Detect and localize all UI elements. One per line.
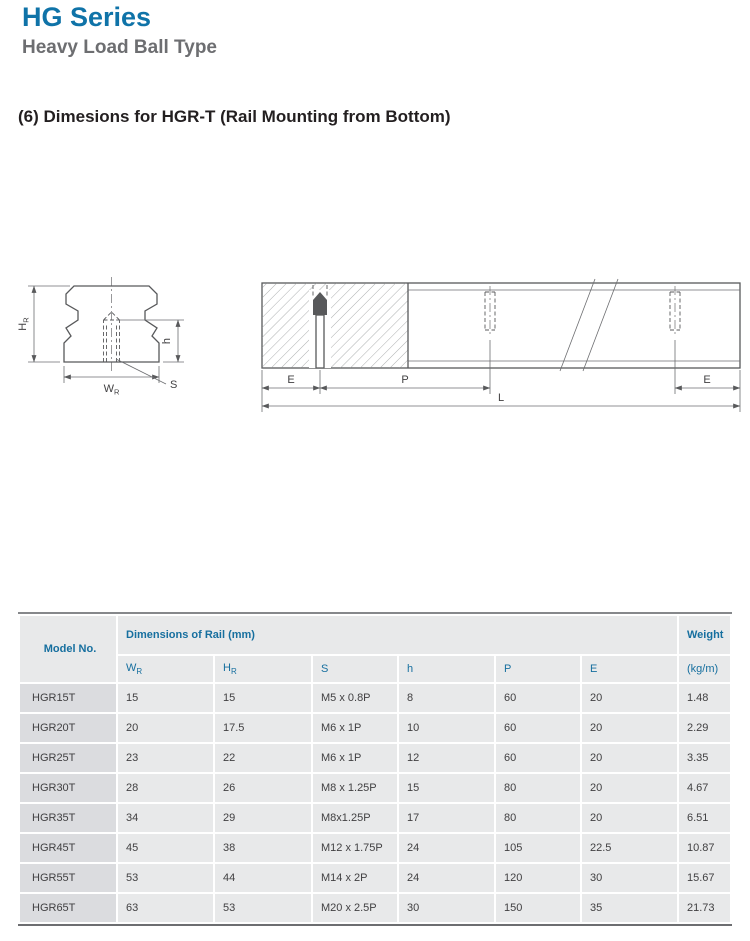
table-row [20, 714, 730, 742]
cell-wr: 20 [118, 714, 213, 742]
table-row [20, 804, 730, 832]
cell-hr: 29 [215, 804, 311, 832]
table-header-row [20, 616, 730, 654]
cell-h: 24 [399, 834, 494, 862]
dimension-hr [17, 286, 70, 362]
col-header-h: h [399, 656, 494, 682]
dim-label-wr: $W_R$ [103, 383, 120, 397]
cell-e: 22.5 [582, 834, 677, 862]
dimension-e-right [675, 340, 740, 412]
series-subtitle: Heavy Load Ball Type [22, 37, 217, 58]
cell-weight: 15.67 [679, 864, 730, 892]
section-hatch [262, 283, 408, 368]
dim-label-e-right: E [703, 374, 711, 386]
rail-side-view-drawing [250, 270, 750, 420]
cell-s: M5 x 0.8P [313, 684, 397, 712]
col-header-wr: $W_R$ [118, 656, 213, 682]
cell-e: 30 [582, 864, 677, 892]
cell-wr: 28 [118, 774, 213, 802]
cell-weight: 21.73 [679, 894, 730, 922]
series-title: HG Series [22, 2, 152, 32]
mounting-hole-2 [670, 286, 680, 336]
table-row [20, 894, 730, 922]
col-header-e: E [582, 656, 677, 682]
cell-hr: 53 [215, 894, 311, 922]
cell-weight: 4.67 [679, 774, 730, 802]
col-header-hr: $H_R$ [215, 656, 311, 682]
cell-weight: 3.35 [679, 744, 730, 772]
cell-hr: 44 [215, 864, 311, 892]
table-row [20, 834, 730, 862]
mounting-hole-1 [485, 286, 495, 336]
dimension-s [116, 359, 177, 391]
cell-e: 20 [582, 714, 677, 742]
cell-s: M6 x 1P [313, 744, 397, 772]
cell-s: M12 x 1.75P [313, 834, 397, 862]
cell-h: 12 [399, 744, 494, 772]
cell-p: 60 [496, 744, 580, 772]
cell-e: 20 [582, 774, 677, 802]
cell-e: 35 [582, 894, 677, 922]
col-group-dimensions: Dimensions of Rail (mm) [118, 616, 677, 654]
cell-hr: 17.5 [215, 714, 311, 742]
cell-h: 15 [399, 774, 494, 802]
cell-s: M20 x 2.5P [313, 894, 397, 922]
cell-wr: 53 [118, 864, 213, 892]
cell-wr: 45 [118, 834, 213, 862]
cell-h: 17 [399, 804, 494, 832]
cell-h: 30 [399, 894, 494, 922]
cell-e: 20 [582, 804, 677, 832]
cell-p: 105 [496, 834, 580, 862]
cell-model: HGR35T [20, 804, 116, 832]
cell-e: 20 [582, 744, 677, 772]
cell-weight: 10.87 [679, 834, 730, 862]
col-header-s: S [313, 656, 397, 682]
cell-wr: 34 [118, 804, 213, 832]
cell-model: HGR65T [20, 894, 116, 922]
dim-label-hr: $H_R$ [17, 317, 31, 331]
table-row [20, 774, 730, 802]
cell-s: M8 x 1.25P [313, 774, 397, 802]
dimension-h [116, 320, 184, 362]
col-header-weight-unit: (kg/m) [679, 656, 730, 682]
dim-label-e-left: E [287, 374, 295, 386]
cell-p: 60 [496, 684, 580, 712]
cell-hr: 26 [215, 774, 311, 802]
dim-label-h: h [161, 337, 173, 345]
cell-model: HGR15T [20, 684, 116, 712]
cell-p: 80 [496, 804, 580, 832]
cell-s: M14 x 2P [313, 864, 397, 892]
cell-h: 10 [399, 714, 494, 742]
table-row [20, 864, 730, 892]
cell-wr: 23 [118, 744, 213, 772]
cell-hr: 22 [215, 744, 311, 772]
cell-wr: 15 [118, 684, 213, 712]
cell-model: HGR55T [20, 864, 116, 892]
col-header-p: P [496, 656, 580, 682]
cell-hr: 15 [215, 684, 311, 712]
cell-model: HGR45T [20, 834, 116, 862]
cell-p: 120 [496, 864, 580, 892]
cell-model: HGR20T [20, 714, 116, 742]
dim-label-p: P [401, 374, 409, 386]
cell-h: 8 [399, 684, 494, 712]
dimension-l [262, 392, 740, 406]
cell-weight: 2.29 [679, 714, 730, 742]
rail-cross-section-drawing [16, 270, 228, 412]
cell-h: 24 [399, 864, 494, 892]
table-row [20, 744, 730, 772]
cell-p: 80 [496, 774, 580, 802]
cell-p: 60 [496, 714, 580, 742]
cell-model: HGR30T [20, 774, 116, 802]
col-header-weight: Weight [679, 616, 730, 654]
cell-model: HGR25T [20, 744, 116, 772]
break-lines [560, 279, 618, 371]
table-row [20, 684, 730, 712]
table-subheader-row [20, 656, 730, 682]
dim-label-l: L [497, 392, 505, 404]
cell-wr: 63 [118, 894, 213, 922]
cell-e: 20 [582, 684, 677, 712]
cell-weight: 6.51 [679, 804, 730, 832]
cell-s: M6 x 1P [313, 714, 397, 742]
col-header-model: Model No. [20, 616, 116, 682]
cell-weight: 1.48 [679, 684, 730, 712]
section-title: (6) Dimesions for HGR-T (Rail Mounting from Bottom) [18, 107, 451, 126]
rail-dimensions-table [18, 612, 732, 926]
dim-label-s: S [170, 379, 178, 391]
cell-hr: 38 [215, 834, 311, 862]
cell-s: M8x1.25P [313, 804, 397, 832]
cell-p: 150 [496, 894, 580, 922]
